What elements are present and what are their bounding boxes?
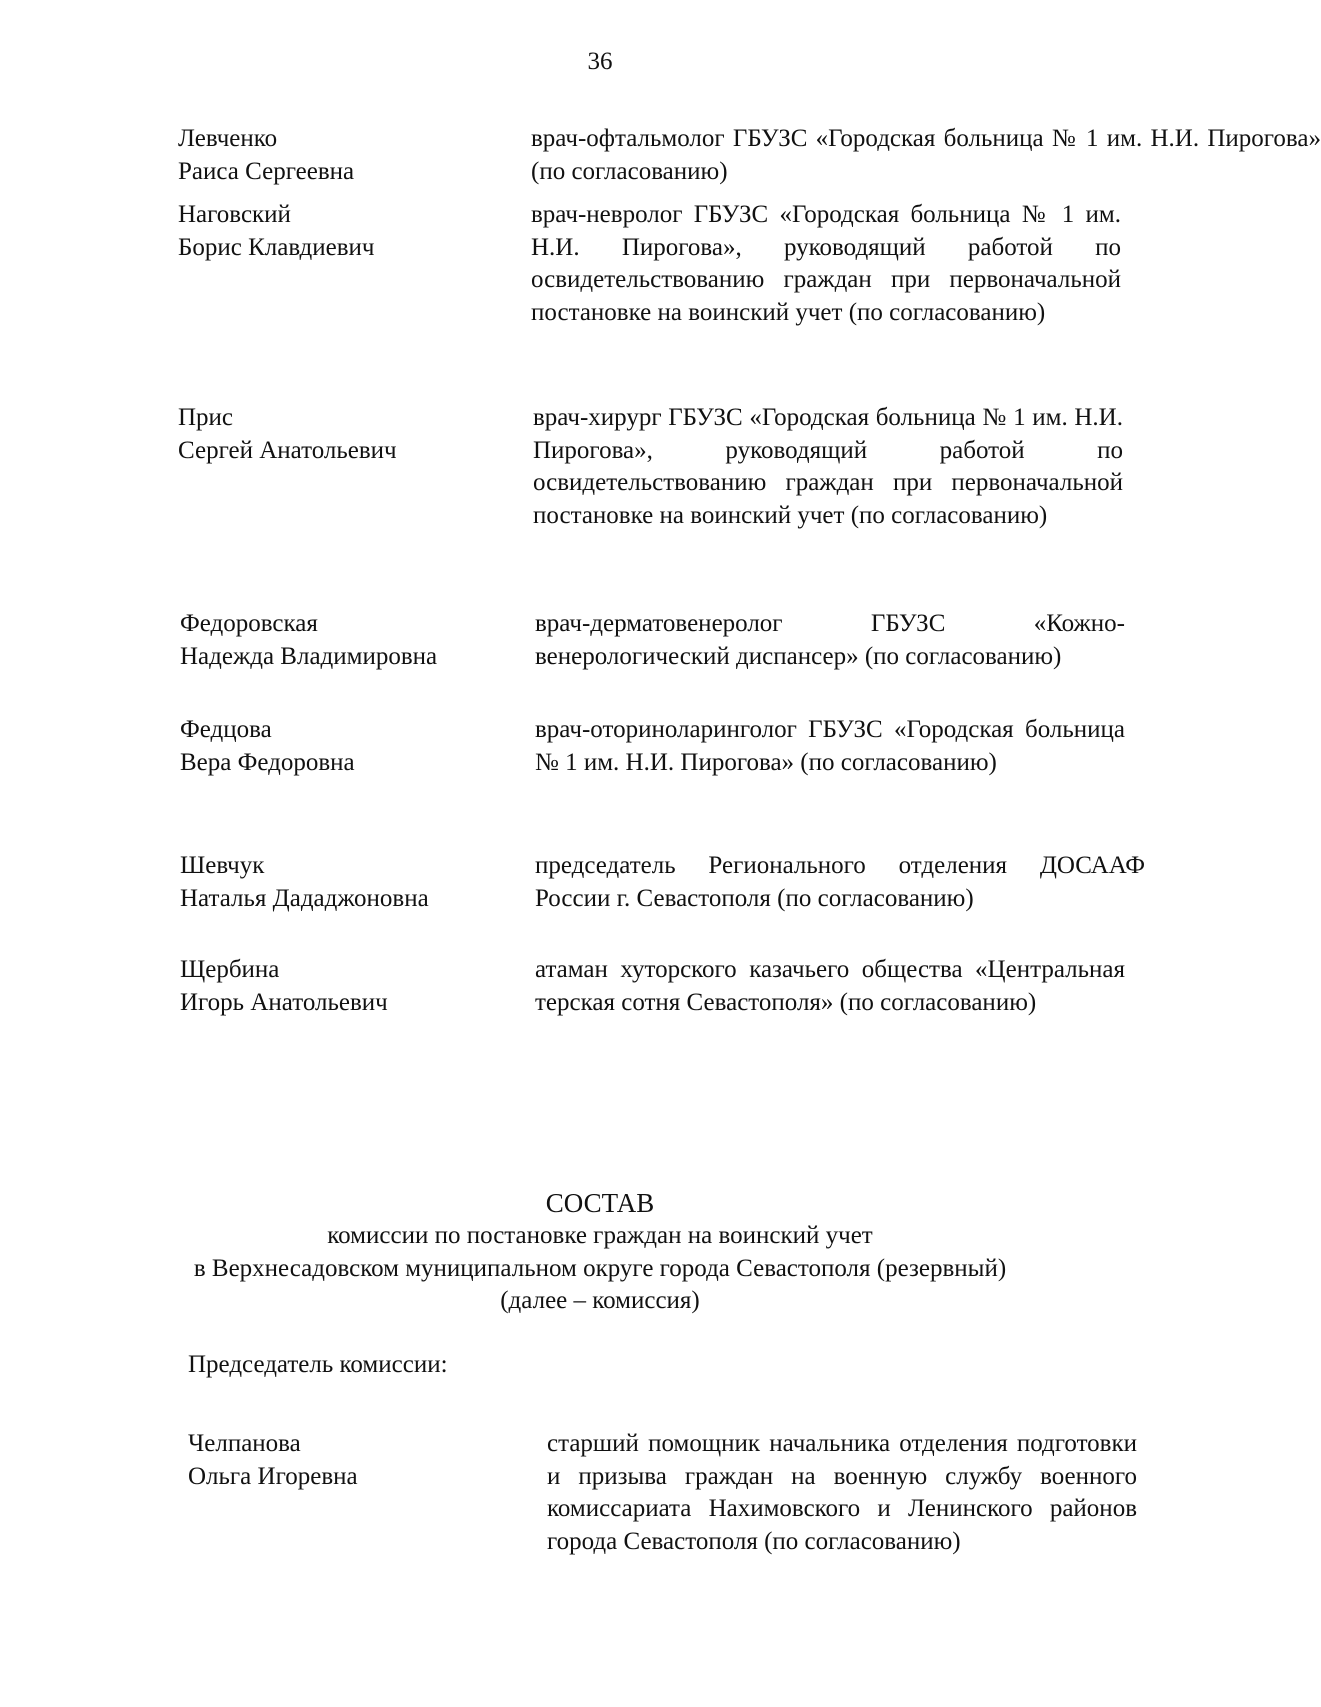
chair-surname: Челпанова xyxy=(188,1430,301,1457)
member-name xyxy=(180,850,500,915)
member-surname: Шевчук xyxy=(180,852,265,879)
composition-subtitle-line-1: комиссии по постановке граждан на воинский учет xyxy=(327,1222,873,1249)
composition-heading xyxy=(0,1186,1200,1318)
member-surname: Федоровская xyxy=(180,610,318,637)
member-given-name: Игорь Анатольевич xyxy=(180,988,388,1016)
member-surname: Федцова xyxy=(180,716,272,743)
member-role: врач-невролог ГБУЗС «Городская больница № 1 им. Н.И. Пирогова», руководящий работой по освидетельствованию граждан при первоначальной постановке на воинский учет (по согласованию) xyxy=(531,201,1121,326)
chair-label: Председатель комиссии: xyxy=(188,1351,448,1378)
member-given-name: Сергей Анатольевич xyxy=(178,436,397,464)
member-given-name: Раиса Сергеевна xyxy=(178,157,355,185)
composition-subtitle-line-3: (далее – комиссия) xyxy=(500,1287,700,1314)
member-role: врач-оториноларинголог ГБУЗС «Городская больница № 1 им. Н.И. Пирогова» (по согласованию) xyxy=(535,716,1125,776)
member-role: атаман хуторского казачьего общества «Центральная терская сотня Севастополя» (по согласованию) xyxy=(535,956,1125,1016)
composition-title: СОСТАВ xyxy=(545,1188,655,1218)
member-given-name: Вера Федоровна xyxy=(180,748,355,776)
chair-name xyxy=(188,1428,508,1493)
composition-subtitle-line-2: в Верхнесадовском муниципальном округе города Севастополя (резервный) xyxy=(193,1254,1007,1282)
member-role: врач-хирург ГБУЗС «Городская больница № 1 им. Н.И. Пирогова», руководящий работой по освидетельствованию граждан при первоначальной постановке на воинский учет (по согласованию) xyxy=(533,404,1123,529)
member-role: врач-дерматовенеролог ГБУЗС «Кожно-венерологический диспансер» (по согласованию) xyxy=(535,610,1125,670)
member-role: председатель Регионального отделения ДОСААФ России г. Севастополя (по согласованию) xyxy=(535,852,1145,912)
member-given-name: Борис Клавдиевич xyxy=(178,233,375,261)
member-name xyxy=(178,199,498,264)
member-name xyxy=(180,714,500,779)
member-surname: Наговский xyxy=(178,201,291,228)
chair-role: старший помощник начальника отделения подготовки и призыва граждан на военную службу военного комиссариата Нахимовского и Ленинского районов города Севастополя (по согласованию) xyxy=(547,1430,1137,1555)
member-name xyxy=(178,402,498,467)
chair-given-name: Ольга Игоревна xyxy=(188,1462,358,1490)
member-given-name: Наталья Дададжоновна xyxy=(180,884,429,912)
member-surname: Прис xyxy=(178,404,234,431)
member-name xyxy=(178,123,498,188)
member-given-name: Надежда Владимировна xyxy=(180,642,438,670)
member-surname: Щербина xyxy=(180,956,280,983)
member-name xyxy=(180,608,500,673)
page-number: 36 xyxy=(587,48,613,75)
member-name xyxy=(180,954,500,1019)
member-role: врач-офтальмолог ГБУЗС «Городская больница № 1 им. Н.И. Пирогова» (по согласованию) xyxy=(531,125,1321,185)
member-surname: Левченко xyxy=(178,125,278,152)
